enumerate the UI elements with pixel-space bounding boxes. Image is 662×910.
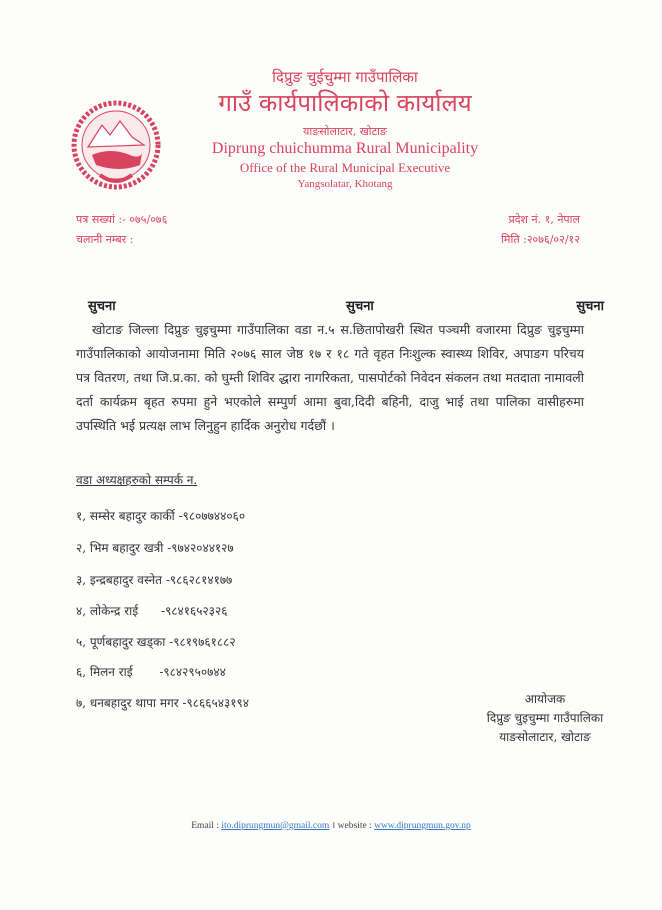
- letter-date: मिति :२०७६/०२/१२: [501, 233, 580, 246]
- contact-item: ६, मिलन राई -९८४२९५०७४४: [76, 665, 226, 679]
- email-label: Email :: [191, 821, 219, 831]
- contact-item: १, सम्सेर बहादुर कार्की -९८०७७४४०६०: [76, 509, 246, 523]
- email-link[interactable]: ito.diprungmun@gmail.com: [221, 821, 330, 831]
- municipality-name-ne: दिप्रुङ चुईचुम्मा गाउँपालिका: [272, 68, 418, 86]
- letter-number: पत्र सख्यां :- ०७५/०७६: [76, 213, 168, 226]
- address-en: Yangsolatar, Khotang: [297, 178, 393, 190]
- footer-contact: [0, 818, 662, 831]
- website-label: website :: [337, 821, 372, 831]
- contact-item: ४, लोकेन्द्र राई -९८४१६५२३२६: [76, 604, 228, 618]
- signature-place: याङसोलाटार, खोटाङ: [499, 730, 591, 744]
- dispatch-number: चलानी नम्बर :: [76, 233, 134, 246]
- province: प्रदेश नं. १, नेपाल: [508, 213, 580, 226]
- notice-heading-center: सुचना: [346, 299, 374, 314]
- notice-heading-right: सुचना: [576, 299, 604, 314]
- contacts-title: वडा अध्यक्षहरुको सम्पर्क न.: [76, 473, 198, 487]
- address-ne: याङसोलाटार, खोटाङ: [303, 125, 387, 138]
- notice-body: खोटाङ जिल्ला दिप्रुङ चुइचुम्मा गाउँपालिका वडा न.५ स.छितापोखरी स्थित पञ्चमी वजारमा दिप्रुङ चुइचुम्मा गाउँपालिकाको आयोजनामा मिति २०७६ साल जेष्ठ १७ र १८ गते वृहत निःशुल्क स्वास्थ्य शिविर, अपाङग परिचय पत्र वितरण, तथा जि.प्र.का. को घुम्ती शिविर द्धारा नागरिकता, पासपोर्टको निवेदन संकलन तथा मतदाता नामावली दर्ता कार्यक्रम बृहत रुपमा हुने भएकोले सम्पुर्ण आमा बुवा,दिदी बहिनी, दाजु भाई तथा पालिका वासीहरुमा उपस्थिति भई प्रत्यक्ष लाभ लिनुहुन हार्दिक अनुरोध गर्दछौं ।: [76, 322, 584, 433]
- contact-item: ३, इन्द्रबहादुर वस्नेत -९८६२८१४१७७: [76, 573, 233, 587]
- contact-item: ५, पूर्णबहादुर खड्का -९८१९७६१८८२: [76, 635, 236, 649]
- government-emblem: [70, 95, 162, 195]
- website-link[interactable]: www.diprungmun.gov.np: [374, 821, 471, 831]
- office-name-ne: गाउँ कार्यपालिकाको कार्यालय: [218, 89, 472, 117]
- contact-item: २, भिम बहादुर खत्री -९७४२०४४१२७: [76, 541, 234, 555]
- signature-role: आयोजक: [524, 692, 566, 706]
- office-name-en: Office of the Rural Municipal Executive: [239, 160, 451, 175]
- municipality-name-en: Diprung chuichumma Rural Municipality: [211, 140, 479, 157]
- notice-heading-left: सुचना: [88, 299, 116, 314]
- contact-item: ७, धनबहादुर थापा मगर -९८६६५४३१९४: [76, 696, 249, 710]
- separator: ।: [331, 821, 336, 831]
- signature-org: दिप्रुङ चुइचुम्मा गाउँपालिका: [486, 711, 604, 725]
